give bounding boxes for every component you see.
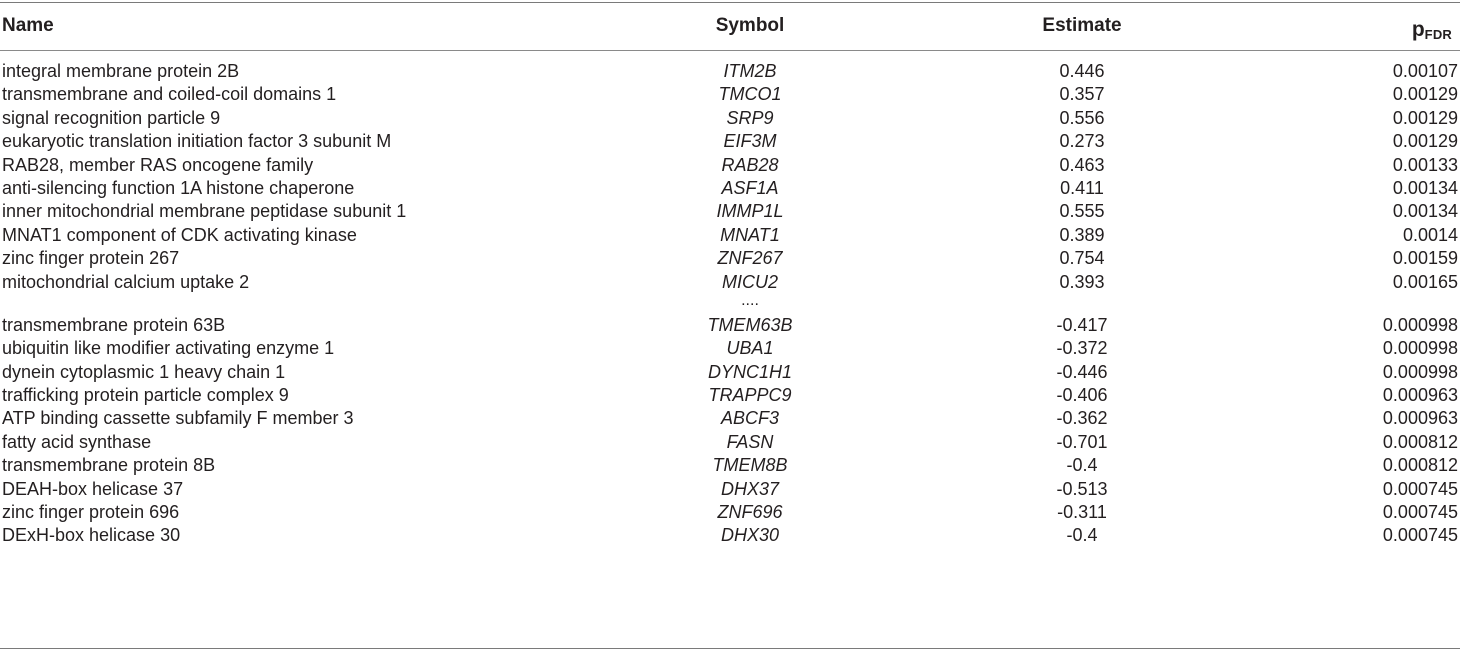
cell-pfdr: 0.00159 (1392, 248, 1458, 269)
cell-estimate: 0.389 (1059, 224, 1105, 245)
cell-estimate: 0.273 (1059, 131, 1105, 152)
table-row (0, 337, 1460, 360)
cell-pfdr: 0.00129 (1392, 131, 1458, 152)
header-pfdr-main: p (1411, 18, 1425, 41)
cell-name: anti-silencing function 1A histone chaperone (2, 177, 355, 198)
table-row (0, 177, 1460, 200)
table-header-rule (0, 50, 1460, 51)
table-row (0, 384, 1460, 407)
cell-name: DEAH-box helicase 37 (2, 478, 184, 499)
cell-pfdr: 0.000745 (1382, 502, 1458, 523)
table-row (0, 247, 1460, 270)
cell-symbol: ZNF696 (717, 502, 783, 523)
cell-estimate: 0.446 (1059, 61, 1105, 81)
table-row (0, 83, 1460, 106)
cell-estimate: -0.4 (1066, 455, 1098, 476)
cell-estimate: -0.362 (1056, 408, 1108, 429)
cell-symbol: UBA1 (726, 338, 774, 359)
cell-name: ATP binding cassette subfamily F member 3 (2, 408, 354, 429)
cell-estimate: -0.513 (1056, 478, 1108, 499)
cell-pfdr: 0.00134 (1392, 201, 1458, 222)
table-row (0, 107, 1460, 130)
table-row (0, 454, 1460, 477)
table-row (0, 524, 1460, 547)
cell-pfdr: 0.00165 (1392, 271, 1458, 292)
cell-name: MNAT1 component of CDK activating kinase (2, 224, 357, 245)
bottom-rows-group (0, 314, 1460, 548)
cell-symbol: ITM2B (723, 61, 777, 81)
table-row (0, 478, 1460, 501)
cell-name: RAB28, member RAS oncogene family (2, 154, 314, 175)
cell-pfdr: 0.000963 (1382, 408, 1458, 429)
cell-name: dynein cytoplasmic 1 heavy chain 1 (2, 361, 286, 382)
cell-pfdr: 0.000745 (1382, 525, 1458, 546)
cell-estimate: -0.4 (1066, 525, 1098, 546)
cell-symbol: DHX30 (720, 525, 780, 546)
top-rows-group (0, 60, 1460, 294)
cell-pfdr: 0.000812 (1382, 455, 1458, 476)
table-row (0, 407, 1460, 430)
table-header (0, 0, 1460, 50)
header-name: Name (2, 15, 54, 36)
header-estimate: Estimate (1042, 15, 1122, 36)
cell-pfdr: 0.000998 (1382, 338, 1458, 359)
table-row (0, 501, 1460, 524)
cell-symbol: ZNF267 (717, 248, 783, 269)
cell-name: ubiquitin like modifier activating enzyme 1 (2, 338, 335, 359)
cell-name: transmembrane and coiled-coil domains 1 (2, 84, 337, 105)
header-pfdr-subscript: FDR (1424, 27, 1452, 42)
cell-name: mitochondrial calcium uptake 2 (2, 271, 250, 292)
cell-estimate: 0.556 (1059, 107, 1105, 128)
cell-name: inner mitochondrial membrane peptidase subunit 1 (2, 201, 407, 222)
cell-symbol: TMEM63B (707, 314, 793, 335)
cell-name: integral membrane protein 2B (2, 61, 240, 81)
cell-pfdr: 0.00129 (1392, 84, 1458, 105)
table-row (0, 200, 1460, 223)
table-row (0, 431, 1460, 454)
cell-pfdr: 0.000998 (1382, 314, 1458, 335)
cell-name: zinc finger protein 267 (2, 248, 180, 269)
cell-estimate: -0.417 (1056, 314, 1108, 335)
cell-pfdr: 0.000963 (1382, 385, 1458, 406)
cell-symbol: MNAT1 (720, 224, 780, 245)
table-row (0, 60, 1460, 83)
cell-estimate: 0.357 (1059, 84, 1105, 105)
cell-symbol: ASF1A (721, 177, 779, 198)
table-row (0, 314, 1460, 337)
header-pfdr (1412, 19, 1452, 46)
header-symbol: Symbol (715, 15, 785, 36)
table-bottom-rule (0, 648, 1460, 649)
cell-estimate: -0.406 (1056, 385, 1108, 406)
table-body (0, 60, 1460, 548)
cell-symbol: ABCF3 (720, 408, 780, 429)
cell-symbol: MICU2 (721, 271, 778, 292)
cell-name: DExH-box helicase 30 (2, 525, 181, 546)
cell-estimate: -0.701 (1056, 431, 1108, 452)
table-row (0, 154, 1460, 177)
cell-name: transmembrane protein 63B (2, 314, 226, 335)
cell-estimate: 0.411 (1060, 177, 1104, 198)
cell-symbol: TMCO1 (718, 84, 782, 105)
cell-symbol: IMMP1L (716, 201, 784, 222)
cell-name: transmembrane protein 8B (2, 455, 216, 476)
cell-symbol: FASN (726, 431, 774, 452)
cell-estimate: -0.372 (1056, 338, 1108, 359)
cell-estimate: 0.754 (1059, 248, 1105, 269)
cell-symbol: TRAPPC9 (708, 385, 792, 406)
cell-pfdr: 0.00133 (1392, 154, 1458, 175)
cell-pfdr: 0.00134 (1392, 177, 1458, 198)
cell-estimate: -0.311 (1057, 502, 1107, 523)
cell-symbol: RAB28 (721, 154, 779, 175)
cell-name: signal recognition particle 9 (2, 107, 221, 128)
cell-pfdr: 0.0014 (1402, 224, 1458, 245)
table-row (0, 271, 1460, 294)
cell-symbol: SRP9 (726, 107, 774, 128)
cell-name: trafficking protein particle complex 9 (2, 385, 289, 406)
cell-pfdr: 0.000745 (1382, 478, 1458, 499)
table-row (0, 224, 1460, 247)
cell-name: zinc finger protein 696 (2, 502, 180, 523)
cell-name: fatty acid synthase (2, 431, 152, 452)
table-ellipsis: .... (741, 291, 759, 309)
cell-symbol: DYNC1H1 (707, 361, 793, 382)
cell-pfdr: 0.00129 (1392, 107, 1458, 128)
cell-symbol: EIF3M (723, 131, 777, 152)
cell-name: eukaryotic translation initiation factor 3 subunit M (2, 131, 392, 152)
cell-pfdr: 0.000998 (1382, 361, 1458, 382)
cell-estimate: 0.463 (1059, 154, 1105, 175)
cell-estimate: -0.446 (1056, 361, 1108, 382)
cell-symbol: DHX37 (720, 478, 780, 499)
cell-pfdr: 0.000812 (1382, 431, 1458, 452)
cell-pfdr: 0.00107 (1392, 61, 1458, 81)
table-row (0, 130, 1460, 153)
table-row (0, 361, 1460, 384)
cell-estimate: 0.555 (1059, 201, 1105, 222)
table-ellipsis-row (0, 291, 1460, 314)
cell-symbol: TMEM8B (712, 455, 788, 476)
cell-estimate: 0.393 (1059, 271, 1105, 292)
